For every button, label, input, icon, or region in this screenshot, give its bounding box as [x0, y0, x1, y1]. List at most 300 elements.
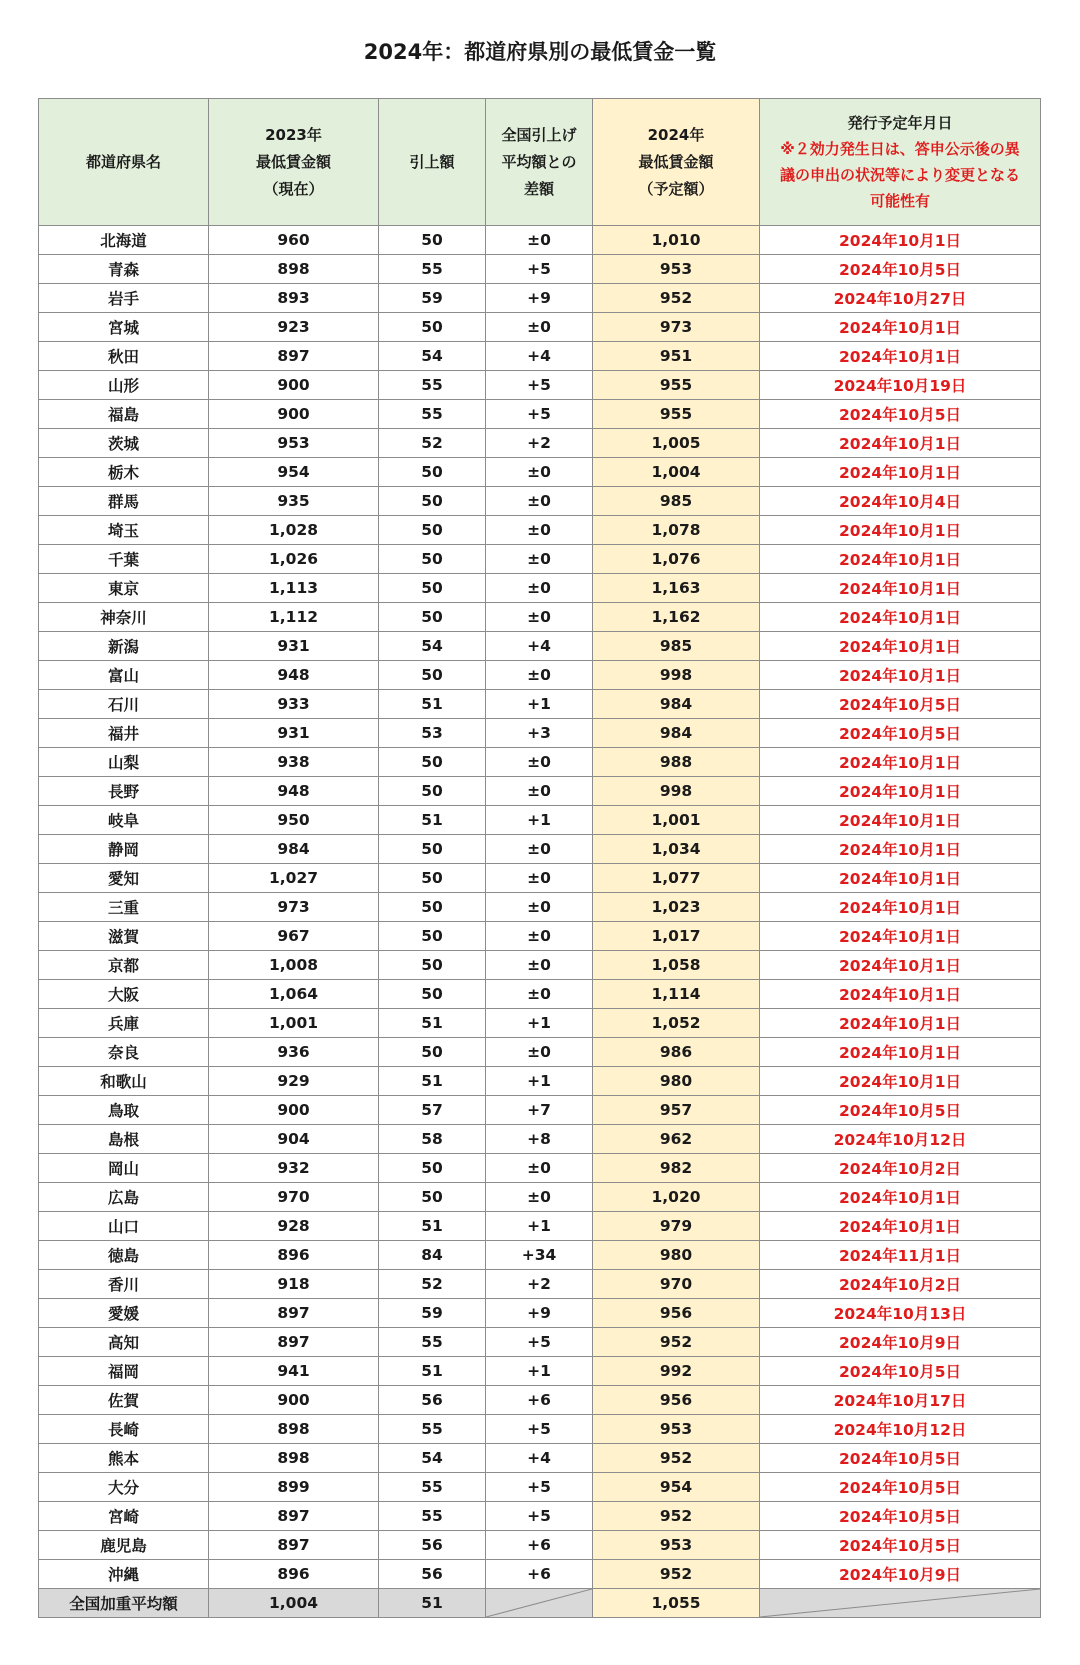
- cell-wage-2024: 1,004: [593, 458, 760, 487]
- cell-wage-2023: 929: [209, 1067, 379, 1096]
- cell-diff: +5: [486, 400, 593, 429]
- cell-effective-date: 2024年10月1日: [760, 661, 1041, 690]
- cell-wage-2024: 952: [593, 1502, 760, 1531]
- cell-wage-2023: 970: [209, 1183, 379, 1212]
- cell-increase: 59: [379, 284, 486, 313]
- cell-wage-2023: 918: [209, 1270, 379, 1299]
- cell-prefecture: 三重: [39, 893, 209, 922]
- cell-prefecture: 大阪: [39, 980, 209, 1009]
- cell-effective-date: 2024年10月17日: [760, 1386, 1041, 1415]
- cell-increase: 84: [379, 1241, 486, 1270]
- cell-effective-date: 2024年10月5日: [760, 1096, 1041, 1125]
- cell-effective-date: 2024年10月1日: [760, 980, 1041, 1009]
- cell-effective-date: 2024年10月5日: [760, 400, 1041, 429]
- cell-wage-2024: 953: [593, 255, 760, 284]
- table-row: [39, 719, 1041, 748]
- table-row: [39, 284, 1041, 313]
- cell-increase: 57: [379, 1096, 486, 1125]
- cell-wage-2024: 980: [593, 1067, 760, 1096]
- cell-wage-2023: 1,027: [209, 864, 379, 893]
- cell-diff: +1: [486, 1067, 593, 1096]
- cell-effective-date: 2024年10月1日: [760, 806, 1041, 835]
- table-row: [39, 1270, 1041, 1299]
- cell-increase: 55: [379, 1415, 486, 1444]
- cell-wage-2024: 957: [593, 1096, 760, 1125]
- cell-increase: 50: [379, 980, 486, 1009]
- cell-diff: ±0: [486, 458, 593, 487]
- cell-diff: +5: [486, 1328, 593, 1357]
- cell-wage-2024: 986: [593, 1038, 760, 1067]
- cell-prefecture: 広島: [39, 1183, 209, 1212]
- cell-prefecture: 北海道: [39, 226, 209, 255]
- cell-diff: +4: [486, 1444, 593, 1473]
- cell-wage-2023: 931: [209, 719, 379, 748]
- page-title: 2024年：都道府県別の最低賃金一覧: [363, 40, 717, 64]
- cell-prefecture: 岩手: [39, 284, 209, 313]
- cell-prefecture: 高知: [39, 1328, 209, 1357]
- cell-increase: 51: [379, 1357, 486, 1386]
- header-effective-date: [760, 99, 1041, 226]
- table-row: [39, 748, 1041, 777]
- header-wage-2024-line2: 最低賃金額: [638, 152, 714, 171]
- cell-prefecture: 愛媛: [39, 1299, 209, 1328]
- footer-row: [39, 1589, 1041, 1618]
- cell-prefecture: 島根: [39, 1125, 209, 1154]
- cell-increase: 50: [379, 1038, 486, 1067]
- cell-wage-2024: 1,077: [593, 864, 760, 893]
- cell-wage-2024: 1,020: [593, 1183, 760, 1212]
- cell-wage-2024: 1,052: [593, 1009, 760, 1038]
- header-diff: [486, 99, 593, 226]
- cell-diff: +7: [486, 1096, 593, 1125]
- table-row: [39, 1183, 1041, 1212]
- cell-prefecture: 香川: [39, 1270, 209, 1299]
- cell-prefecture: 鳥取: [39, 1096, 209, 1125]
- cell-prefecture: 佐賀: [39, 1386, 209, 1415]
- cell-wage-2023: 1,028: [209, 516, 379, 545]
- cell-wage-2024: 984: [593, 690, 760, 719]
- cell-effective-date: 2024年10月1日: [760, 574, 1041, 603]
- cell-diff: +34: [486, 1241, 593, 1270]
- cell-diff: +1: [486, 1212, 593, 1241]
- cell-effective-date: 2024年11月1日: [760, 1241, 1041, 1270]
- table-row: [39, 1531, 1041, 1560]
- cell-diff: ±0: [486, 1154, 593, 1183]
- cell-wage-2024: 952: [593, 1560, 760, 1589]
- cell-diff: ±0: [486, 951, 593, 980]
- cell-diff: +1: [486, 690, 593, 719]
- cell-wage-2023: 1,008: [209, 951, 379, 980]
- cell-wage-2023: 1,001: [209, 1009, 379, 1038]
- cell-wage-2024: 1,023: [593, 893, 760, 922]
- cell-wage-2024: 952: [593, 284, 760, 313]
- cell-wage-2023: 897: [209, 1299, 379, 1328]
- table-row: [39, 1415, 1041, 1444]
- cell-effective-date: 2024年10月12日: [760, 1415, 1041, 1444]
- cell-increase: 55: [379, 400, 486, 429]
- cell-effective-date: 2024年10月5日: [760, 1531, 1041, 1560]
- cell-effective-date: 2024年10月5日: [760, 1502, 1041, 1531]
- cell-wage-2023: 899: [209, 1473, 379, 1502]
- cell-diff: ±0: [486, 1038, 593, 1067]
- cell-wage-2024: 973: [593, 313, 760, 342]
- cell-wage-2024: 951: [593, 342, 760, 371]
- cell-prefecture: 兵庫: [39, 1009, 209, 1038]
- cell-prefecture: 千葉: [39, 545, 209, 574]
- cell-wage-2023: 973: [209, 893, 379, 922]
- cell-wage-2024: 955: [593, 400, 760, 429]
- footer-label: 全国加重平均額: [39, 1589, 209, 1618]
- cell-prefecture: 石川: [39, 690, 209, 719]
- cell-prefecture: 埼玉: [39, 516, 209, 545]
- cell-diff: +5: [486, 255, 593, 284]
- header-effective-note-line1: ※２効力発生日は、答申公示後の異: [780, 140, 1020, 158]
- table-row: [39, 313, 1041, 342]
- cell-increase: 50: [379, 951, 486, 980]
- header-prefecture: 都道府県名: [39, 99, 209, 226]
- cell-diff: ±0: [486, 516, 593, 545]
- cell-diff: +2: [486, 429, 593, 458]
- cell-effective-date: 2024年10月1日: [760, 835, 1041, 864]
- cell-wage-2024: 970: [593, 1270, 760, 1299]
- cell-wage-2024: 979: [593, 1212, 760, 1241]
- cell-increase: 50: [379, 574, 486, 603]
- cell-wage-2024: 956: [593, 1386, 760, 1415]
- cell-wage-2023: 898: [209, 255, 379, 284]
- table-row: [39, 1299, 1041, 1328]
- cell-diff: ±0: [486, 545, 593, 574]
- cell-increase: 50: [379, 777, 486, 806]
- cell-diff: +9: [486, 1299, 593, 1328]
- cell-effective-date: 2024年10月5日: [760, 1444, 1041, 1473]
- table-row: [39, 980, 1041, 1009]
- cell-prefecture: 神奈川: [39, 603, 209, 632]
- cell-wage-2024: 1,114: [593, 980, 760, 1009]
- header-wage-2023-line3: （現在）: [263, 179, 324, 198]
- footer-wage-2023: 1,004: [209, 1589, 379, 1618]
- cell-wage-2024: 1,010: [593, 226, 760, 255]
- header-wage-2023-line1: 2023年: [265, 125, 322, 144]
- cell-effective-date: 2024年10月4日: [760, 487, 1041, 516]
- cell-diff: ±0: [486, 893, 593, 922]
- table-row: [39, 574, 1041, 603]
- cell-effective-date: 2024年10月1日: [760, 893, 1041, 922]
- cell-prefecture: 長野: [39, 777, 209, 806]
- cell-diff: +9: [486, 284, 593, 313]
- cell-increase: 50: [379, 226, 486, 255]
- cell-wage-2023: 897: [209, 1502, 379, 1531]
- table-row: [39, 487, 1041, 516]
- cell-wage-2023: 953: [209, 429, 379, 458]
- table-row: [39, 632, 1041, 661]
- cell-prefecture: 栃木: [39, 458, 209, 487]
- cell-wage-2024: 955: [593, 371, 760, 400]
- header-increase: 引上額: [379, 99, 486, 226]
- header-diff-line2: 平均額との: [501, 152, 577, 171]
- cell-wage-2023: 1,112: [209, 603, 379, 632]
- cell-wage-2023: 935: [209, 487, 379, 516]
- cell-wage-2023: 928: [209, 1212, 379, 1241]
- cell-wage-2023: 932: [209, 1154, 379, 1183]
- cell-increase: 50: [379, 603, 486, 632]
- table-row: [39, 1560, 1041, 1589]
- header-effective-note-line2: 議の申出の状況等により変更となる: [779, 166, 1020, 184]
- cell-wage-2023: 896: [209, 1560, 379, 1589]
- table-row: [39, 951, 1041, 980]
- table-row: [39, 255, 1041, 284]
- table-row: [39, 661, 1041, 690]
- cell-increase: 50: [379, 1154, 486, 1183]
- cell-wage-2023: 900: [209, 1386, 379, 1415]
- cell-wage-2024: 998: [593, 661, 760, 690]
- cell-prefecture: 茨城: [39, 429, 209, 458]
- cell-wage-2023: 893: [209, 284, 379, 313]
- cell-diff: ±0: [486, 835, 593, 864]
- cell-prefecture: 山形: [39, 371, 209, 400]
- cell-diff: +4: [486, 342, 593, 371]
- cell-effective-date: 2024年10月1日: [760, 922, 1041, 951]
- cell-effective-date: 2024年10月5日: [760, 719, 1041, 748]
- cell-wage-2023: 941: [209, 1357, 379, 1386]
- cell-effective-date: 2024年10月2日: [760, 1270, 1041, 1299]
- cell-diff: +5: [486, 371, 593, 400]
- cell-wage-2024: 1,017: [593, 922, 760, 951]
- cell-diff: +1: [486, 1009, 593, 1038]
- cell-effective-date: 2024年10月1日: [760, 603, 1041, 632]
- header-wage-2023-line2: 最低賃金額: [255, 152, 331, 171]
- cell-wage-2024: 952: [593, 1328, 760, 1357]
- header-row: [39, 99, 1041, 226]
- cell-wage-2024: 1,076: [593, 545, 760, 574]
- cell-wage-2024: 980: [593, 1241, 760, 1270]
- table-row: [39, 1241, 1041, 1270]
- cell-prefecture: 熊本: [39, 1444, 209, 1473]
- cell-increase: 50: [379, 545, 486, 574]
- cell-increase: 55: [379, 1502, 486, 1531]
- table-row: [39, 1009, 1041, 1038]
- cell-increase: 50: [379, 835, 486, 864]
- cell-diff: ±0: [486, 226, 593, 255]
- cell-effective-date: 2024年10月1日: [760, 516, 1041, 545]
- table-row: [39, 777, 1041, 806]
- table-row: [39, 835, 1041, 864]
- cell-effective-date: 2024年10月1日: [760, 226, 1041, 255]
- cell-effective-date: 2024年10月13日: [760, 1299, 1041, 1328]
- cell-increase: 55: [379, 1473, 486, 1502]
- cell-diff: ±0: [486, 487, 593, 516]
- table-row: [39, 1357, 1041, 1386]
- table-row: [39, 226, 1041, 255]
- cell-diff: ±0: [486, 661, 593, 690]
- cell-wage-2023: 950: [209, 806, 379, 835]
- cell-diff: +8: [486, 1125, 593, 1154]
- footer-diff-empty: [486, 1589, 593, 1618]
- cell-increase: 52: [379, 429, 486, 458]
- cell-wage-2024: 984: [593, 719, 760, 748]
- cell-prefecture: 秋田: [39, 342, 209, 371]
- header-effective-title: 発行予定年月日: [847, 114, 953, 132]
- cell-effective-date: 2024年10月1日: [760, 748, 1041, 777]
- cell-increase: 50: [379, 922, 486, 951]
- cell-diff: +4: [486, 632, 593, 661]
- cell-diff: ±0: [486, 980, 593, 1009]
- cell-increase: 51: [379, 1009, 486, 1038]
- cell-diff: +1: [486, 806, 593, 835]
- cell-wage-2023: 897: [209, 1328, 379, 1357]
- cell-wage-2024: 1,078: [593, 516, 760, 545]
- cell-wage-2023: 1,113: [209, 574, 379, 603]
- cell-increase: 51: [379, 690, 486, 719]
- cell-prefecture: 愛知: [39, 864, 209, 893]
- cell-effective-date: 2024年10月1日: [760, 313, 1041, 342]
- cell-diff: +5: [486, 1415, 593, 1444]
- cell-wage-2023: 984: [209, 835, 379, 864]
- cell-effective-date: 2024年10月1日: [760, 864, 1041, 893]
- diagonal-line: [760, 1589, 1040, 1617]
- cell-wage-2024: 998: [593, 777, 760, 806]
- cell-effective-date: 2024年10月1日: [760, 777, 1041, 806]
- cell-prefecture: 新潟: [39, 632, 209, 661]
- table-row: [39, 1212, 1041, 1241]
- cell-wage-2023: 948: [209, 777, 379, 806]
- table-row: [39, 545, 1041, 574]
- cell-prefecture: 岐阜: [39, 806, 209, 835]
- cell-effective-date: 2024年10月5日: [760, 1357, 1041, 1386]
- cell-increase: 50: [379, 487, 486, 516]
- table-row: [39, 400, 1041, 429]
- cell-effective-date: 2024年10月9日: [760, 1560, 1041, 1589]
- cell-effective-date: 2024年10月1日: [760, 1183, 1041, 1212]
- cell-wage-2024: 953: [593, 1415, 760, 1444]
- table-row: [39, 1328, 1041, 1357]
- cell-diff: +6: [486, 1386, 593, 1415]
- header-diff-line1: 全国引上げ: [501, 125, 577, 144]
- table-row: [39, 342, 1041, 371]
- cell-prefecture: 福島: [39, 400, 209, 429]
- table-row: [39, 1444, 1041, 1473]
- cell-increase: 55: [379, 371, 486, 400]
- cell-increase: 59: [379, 1299, 486, 1328]
- cell-diff: +1: [486, 1357, 593, 1386]
- cell-effective-date: 2024年10月5日: [760, 255, 1041, 284]
- cell-increase: 50: [379, 313, 486, 342]
- cell-prefecture: 青森: [39, 255, 209, 284]
- cell-effective-date: 2024年10月1日: [760, 429, 1041, 458]
- cell-wage-2023: 936: [209, 1038, 379, 1067]
- cell-wage-2023: 900: [209, 371, 379, 400]
- table-row: [39, 1096, 1041, 1125]
- cell-effective-date: 2024年10月1日: [760, 458, 1041, 487]
- cell-prefecture: 和歌山: [39, 1067, 209, 1096]
- footer-effective-empty: [760, 1589, 1041, 1618]
- cell-wage-2024: 954: [593, 1473, 760, 1502]
- cell-wage-2024: 985: [593, 487, 760, 516]
- cell-effective-date: 2024年10月1日: [760, 342, 1041, 371]
- header-wage-2024-line1: 2024年: [647, 125, 705, 144]
- cell-diff: ±0: [486, 574, 593, 603]
- cell-wage-2024: 1,034: [593, 835, 760, 864]
- cell-prefecture: 山梨: [39, 748, 209, 777]
- cell-wage-2023: 933: [209, 690, 379, 719]
- cell-effective-date: 2024年10月1日: [760, 1009, 1041, 1038]
- table-row: [39, 1154, 1041, 1183]
- cell-wage-2023: 954: [209, 458, 379, 487]
- cell-effective-date: 2024年10月1日: [760, 632, 1041, 661]
- cell-effective-date: 2024年10月27日: [760, 284, 1041, 313]
- cell-increase: 50: [379, 458, 486, 487]
- minimum-wage-table: [38, 98, 1041, 1618]
- cell-increase: 51: [379, 806, 486, 835]
- footer-increase: 51: [379, 1589, 486, 1618]
- table-row: [39, 603, 1041, 632]
- cell-increase: 56: [379, 1560, 486, 1589]
- cell-increase: 50: [379, 893, 486, 922]
- cell-diff: +6: [486, 1560, 593, 1589]
- table-row: [39, 893, 1041, 922]
- cell-prefecture: 宮崎: [39, 1502, 209, 1531]
- cell-prefecture: 長崎: [39, 1415, 209, 1444]
- cell-increase: 51: [379, 1212, 486, 1241]
- table-row: [39, 1386, 1041, 1415]
- table-row: [39, 922, 1041, 951]
- cell-increase: 54: [379, 632, 486, 661]
- header-wage-2024: [593, 99, 760, 226]
- cell-increase: 50: [379, 1183, 486, 1212]
- cell-wage-2023: 898: [209, 1415, 379, 1444]
- diagonal-line: [486, 1589, 592, 1617]
- cell-wage-2024: 1,162: [593, 603, 760, 632]
- table-row: [39, 1038, 1041, 1067]
- cell-diff: ±0: [486, 922, 593, 951]
- table-row: [39, 429, 1041, 458]
- cell-prefecture: 岡山: [39, 1154, 209, 1183]
- cell-increase: 55: [379, 255, 486, 284]
- cell-increase: 55: [379, 1328, 486, 1357]
- cell-effective-date: 2024年10月5日: [760, 1473, 1041, 1502]
- cell-diff: +5: [486, 1473, 593, 1502]
- cell-prefecture: 富山: [39, 661, 209, 690]
- cell-increase: 50: [379, 864, 486, 893]
- cell-diff: +3: [486, 719, 593, 748]
- cell-diff: +6: [486, 1531, 593, 1560]
- cell-increase: 51: [379, 1067, 486, 1096]
- cell-wage-2024: 1,001: [593, 806, 760, 835]
- cell-increase: 50: [379, 516, 486, 545]
- cell-prefecture: 鹿児島: [39, 1531, 209, 1560]
- cell-wage-2024: 1,163: [593, 574, 760, 603]
- cell-diff: ±0: [486, 777, 593, 806]
- cell-wage-2024: 956: [593, 1299, 760, 1328]
- cell-prefecture: 福岡: [39, 1357, 209, 1386]
- cell-diff: +5: [486, 1502, 593, 1531]
- cell-prefecture: 東京: [39, 574, 209, 603]
- cell-effective-date: 2024年10月19日: [760, 371, 1041, 400]
- cell-increase: 58: [379, 1125, 486, 1154]
- table-row: [39, 1125, 1041, 1154]
- cell-effective-date: 2024年10月1日: [760, 545, 1041, 574]
- cell-wage-2023: 1,026: [209, 545, 379, 574]
- cell-prefecture: 静岡: [39, 835, 209, 864]
- header-wage-2024-line3: （予定額）: [638, 179, 714, 198]
- cell-diff: ±0: [486, 313, 593, 342]
- cell-wage-2024: 952: [593, 1444, 760, 1473]
- cell-prefecture: 奈良: [39, 1038, 209, 1067]
- cell-diff: ±0: [486, 603, 593, 632]
- cell-prefecture: 徳島: [39, 1241, 209, 1270]
- cell-effective-date: 2024年10月1日: [760, 1038, 1041, 1067]
- cell-prefecture: 福井: [39, 719, 209, 748]
- cell-increase: 50: [379, 661, 486, 690]
